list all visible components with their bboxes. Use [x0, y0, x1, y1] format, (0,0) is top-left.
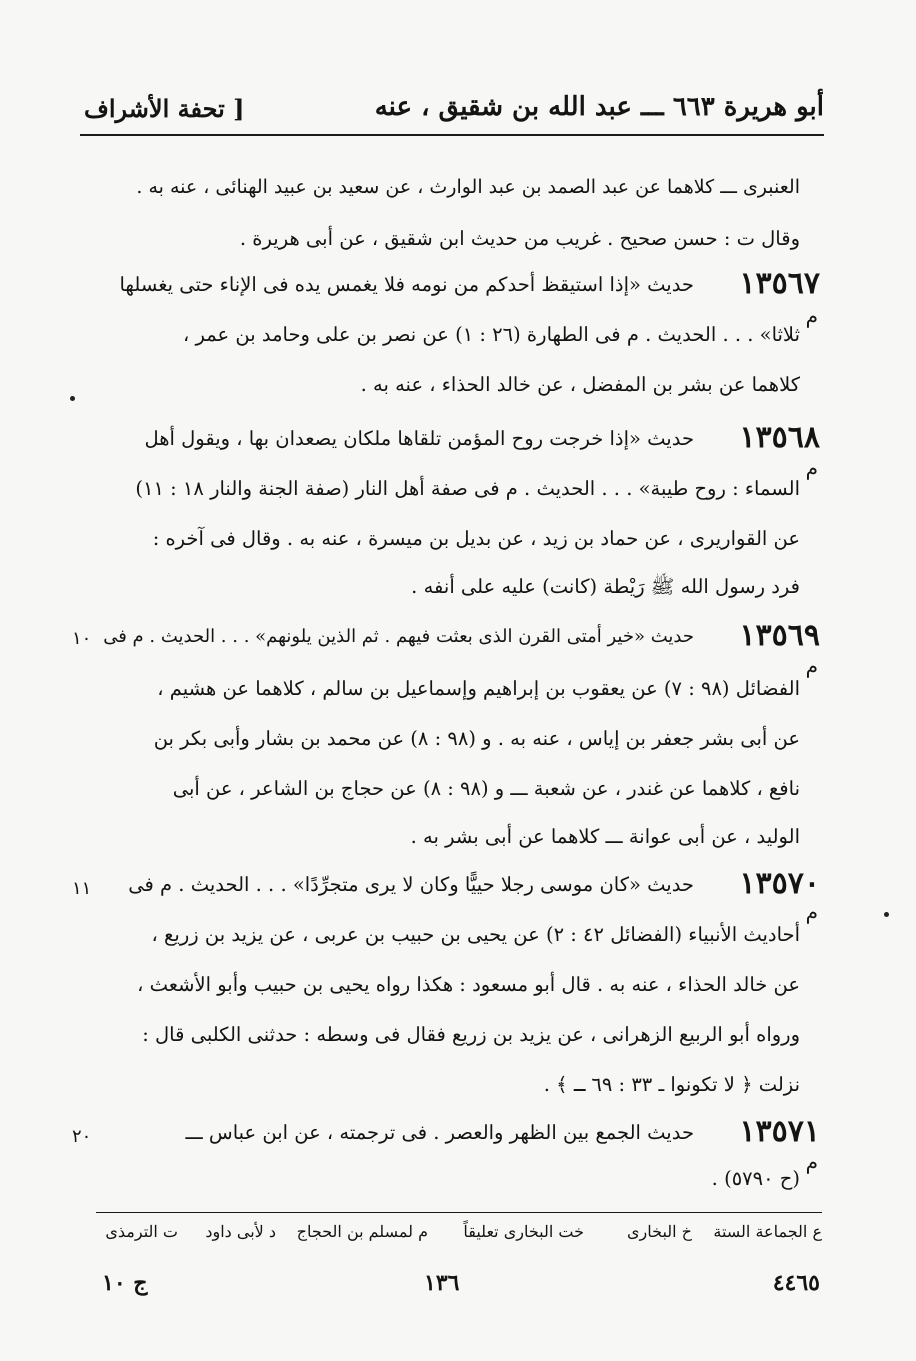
hadith-line: ورواه أبو الربيع الزهرانى ، عن يزيد بن زريع فقال فى وسطه : حدثنى الكلبى قال : — [142, 1023, 800, 1046]
hadith-line: حديث «كان موسى رجلا حييًّا وكان لا يرى متجرِّدًا» . . . الحديث . م فى — [128, 873, 694, 896]
siglum-muslim: م — [805, 1150, 818, 1174]
margin-line-number: ٢٠ — [72, 1126, 92, 1147]
hadith-line: حديث «إذا استيقظ أحدكم من نومه فلا يغمس يده فى الإناء حتى يغسلها — [119, 273, 694, 296]
hadith-number: ١٣٥٦٩ — [739, 618, 820, 653]
siglum-muslim: م — [805, 456, 818, 480]
hadith-line: الفضائل (٩٨ : ٧) عن يعقوب بن إبراهيم وإسماعيل بن سالم ، كلاهما عن هشيم ، — [157, 677, 800, 700]
hadith-line: نزلت ﴿ لا تكونوا ـ ٣٣ : ٦٩ ـ ﴾ . — [543, 1073, 800, 1096]
header-rule — [80, 134, 824, 136]
hadith-line: حديث «إذا خرجت روح المؤمن تلقاها ملكان يصعدان بها ، ويقول أهل — [144, 427, 694, 450]
margin-dot — [70, 396, 75, 401]
legend-item: ت الترمذى — [105, 1222, 178, 1241]
siglum-muslim: م — [805, 900, 818, 924]
hadith-number: ١٣٥٧١ — [739, 1114, 820, 1149]
hadith-line: فرد رسول الله ﷺ رَيْطة (كانت) عليه على أنفه . — [411, 575, 800, 598]
hadith-number: ١٣٥٦٨ — [739, 420, 820, 455]
intro-line: العنبرى ـــ كلاهما عن عبد الصمد بن عبد الوارث ، عن سعيد بن عبيد الهنائى ، عنه به . — [136, 176, 800, 198]
hadith-line: الوليد ، عن أبى عوانة ـــ كلاهما عن أبى بشر به . — [410, 825, 800, 848]
legend-item: د لأبى داود — [205, 1222, 276, 1241]
legend-item: م لمسلم بن الحجاج — [296, 1222, 428, 1241]
hadith-line: عن أبى بشر جعفر بن إياس ، عنه به . و (٩٨ : ٨) عن محمد بن بشار وأبى بكر بن — [153, 727, 800, 750]
margin-dot — [884, 912, 889, 917]
page-number: ١٣٦ — [424, 1270, 460, 1296]
legend-item: ع الجماعة الستة — [713, 1222, 822, 1241]
hadith-line: عن القواريرى ، عن حماد بن زيد ، عن بديل بن ميسرة ، عنه به . وقال فى آخره : — [152, 527, 800, 550]
running-head-right: أبو هريرة ٦٦٣ ـــ عبد الله بن شقيق ، عنه — [374, 92, 824, 122]
footer-rule — [96, 1212, 822, 1213]
hadith-line: (ح ٥٧٩٠) . — [711, 1167, 800, 1190]
page-code: ٤٤٦٥ — [772, 1270, 820, 1296]
siglum-muslim: م — [805, 654, 818, 678]
hadith-number: ١٣٥٧٠ — [739, 866, 820, 901]
siglum-muslim: م — [805, 304, 818, 328]
hadith-line: كلاهما عن بشر بن المفضل ، عن خالد الحذاء ، عنه به . — [360, 373, 800, 396]
hadith-line: أحاديث الأنبياء (الفضائل ٤٢ : ٢) عن يحيى بن حبيب بن عربى ، عن يزيد بن زريع ، — [151, 923, 800, 946]
hadith-line: حديث «خير أمتى القرن الذى بعثت فيهم . ثم الذين يلونهم» . . . الحديث . م فى — [103, 626, 694, 647]
volume-number: ج ١٠ — [102, 1270, 148, 1296]
hadith-line: ثلاثا» . . . الحديث . م فى الطهارة (٢٦ : ١) عن نصر بن على وحامد بن عمر ، — [183, 323, 800, 346]
hadith-line: نافع ، كلاهما عن غندر ، عن شعبة ـــ و (٩٨ : ٨) عن حجاج بن الشاعر ، عن أبى — [172, 777, 800, 800]
hadith-line: عن خالد الحذاء ، عنه به . قال أبو مسعود : هكذا رواه يحيى بن حبيب وأبو الأشعث ، — [137, 973, 800, 996]
running-head-left: [ تحفة الأشراف — [84, 94, 245, 123]
margin-line-number: ١١ — [72, 878, 92, 899]
hadith-line: السماء : روح طيبة» . . . الحديث . م فى صفة أهل النار (صفة الجنة والنار ١٨ : ١١) — [135, 477, 800, 500]
legend-item: خت البخارى تعليقاً — [463, 1222, 584, 1241]
hadith-line: حديث الجمع بين الظهر والعصر . فى ترجمته ، عن ابن عباس ـــ — [185, 1121, 694, 1144]
intro-line: وقال ت : حسن صحيح . غريب من حديث ابن شقيق ، عن أبى هريرة . — [239, 227, 800, 250]
margin-line-number: ١٠ — [72, 628, 92, 649]
hadith-number: ١٣٥٦٧ — [739, 266, 820, 301]
legend-item: خ البخارى — [626, 1222, 692, 1241]
